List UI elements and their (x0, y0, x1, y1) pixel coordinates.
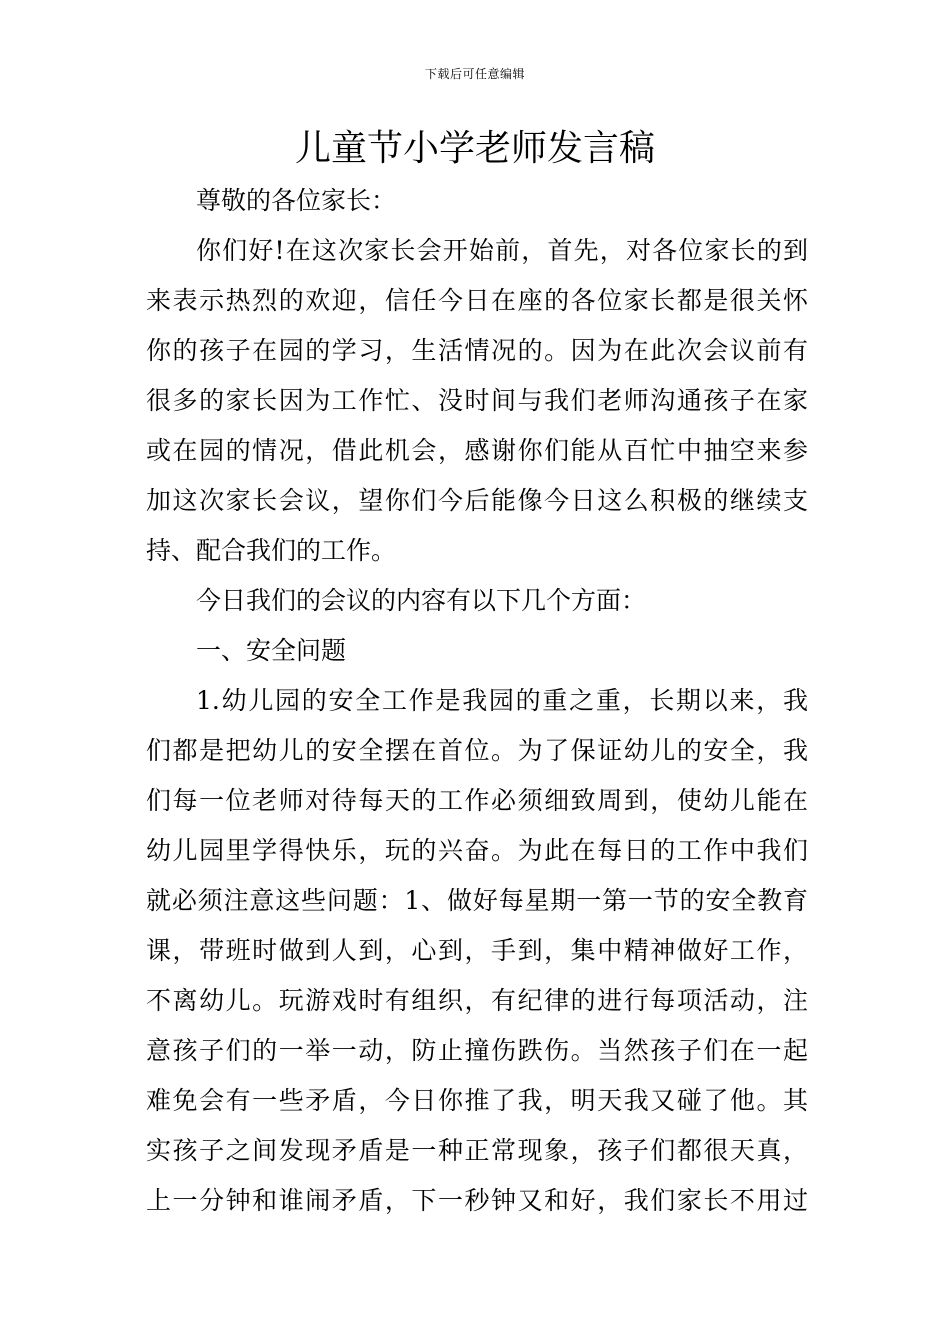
body-line: 今日我们的会议的内容有以下几个方面： (196, 586, 647, 615)
body-line: 很多的家长因为工作忙、没时间与我们老师沟通孩子在家 (146, 386, 808, 415)
body-line: 课，带班时做到人到，心到，手到，集中精神做好工作， (146, 936, 808, 965)
body-line: 加这次家长会议，望你们今后能像今日这么积极的继续支 (146, 486, 808, 515)
body-line: 一、安全问题 (196, 636, 347, 665)
body-line: 意孩子们的一举一动，防止撞伤跌伤。当然孩子们在一起 (146, 1036, 808, 1065)
body-line: 上一分钟和谁闹矛盾，下一秒钟又和好，我们家长不用过 (146, 1186, 808, 1215)
body-line: 持、配合我们的工作。 (146, 536, 397, 565)
document-body (146, 176, 808, 1226)
body-line: 来表示热烈的欢迎，信任今日在座的各位家长都是很关怀 (146, 286, 808, 315)
document-title: 儿童节小学老师发言稿 (294, 128, 655, 169)
body-line: 尊敬的各位家长： (196, 186, 397, 215)
body-line: 们都是把幼儿的安全摆在首位。为了保证幼儿的安全，我 (146, 736, 808, 765)
body-line: 不离幼儿。玩游戏时有组织，有纪律的进行每项活动，注 (146, 986, 808, 1015)
header-note: 下载后可任意编辑 (424, 67, 525, 81)
body-line: 1.幼儿园的安全工作是我园的重之重，长期以来，我 (196, 686, 808, 715)
body-line: 你们好!在这次家长会开始前，首先，对各位家长的到 (196, 236, 808, 265)
body-line: 难免会有一些矛盾，今日你推了我，明天我又碰了他。其 (146, 1086, 808, 1115)
body-line: 幼儿园里学得快乐，玩的兴奋。为此在每日的工作中我们 (146, 836, 808, 865)
body-line: 们每一位老师对待每天的工作必须细致周到，使幼儿能在 (146, 786, 808, 815)
body-line: 就必须注意这些问题：1、做好每星期一第一节的安全教育 (146, 886, 808, 915)
body-line: 或在园的情况，借此机会，感谢你们能从百忙中抽空来参 (146, 436, 808, 465)
body-line: 实孩子之间发现矛盾是一种正常现象，孩子们都很天真， (146, 1136, 808, 1165)
body-line: 你的孩子在园的学习，生活情况的。因为在此次会议前有 (146, 336, 808, 365)
